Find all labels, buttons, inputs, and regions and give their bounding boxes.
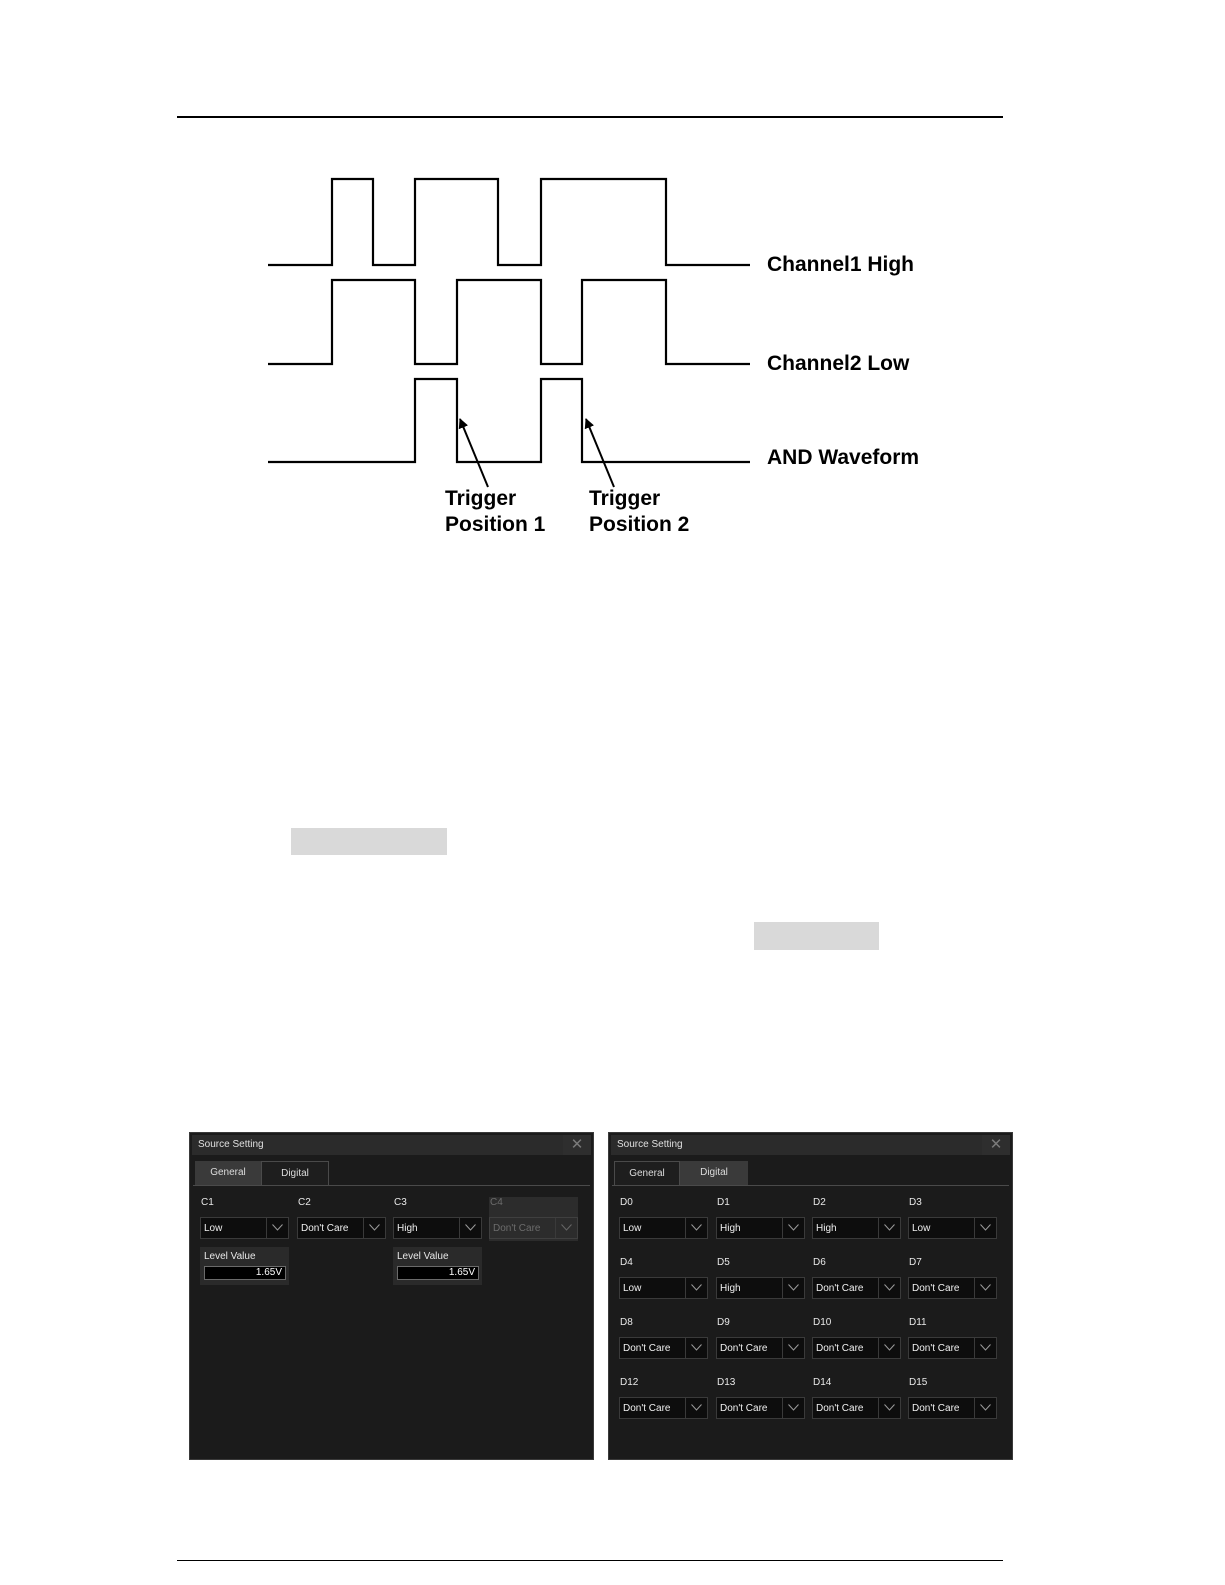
channel-state-select[interactable]	[200, 1217, 289, 1239]
channel-cell	[812, 1317, 901, 1361]
channel-label: D2	[813, 1197, 826, 1208]
tab-general[interactable]: General	[614, 1161, 680, 1185]
channel-cell	[489, 1197, 578, 1241]
channel-state-select[interactable]	[297, 1217, 386, 1239]
selected-value: Don't Care	[816, 1343, 864, 1354]
chevron-down-icon[interactable]	[782, 1278, 804, 1298]
channel-label: D6	[813, 1257, 826, 1268]
selected-value: High	[720, 1283, 741, 1294]
selected-value: Low	[204, 1223, 223, 1234]
channel-state-select	[489, 1217, 578, 1239]
chevron-down-icon[interactable]	[878, 1338, 900, 1358]
channel-state-select[interactable]	[716, 1277, 805, 1299]
channel-cell	[297, 1197, 386, 1241]
channel-cell	[619, 1377, 708, 1421]
trigger-1-label-line1: Trigger	[445, 487, 517, 510]
chevron-down-icon[interactable]	[685, 1398, 707, 1418]
chevron-down-icon[interactable]	[974, 1218, 996, 1238]
channel-state-select[interactable]	[393, 1217, 482, 1239]
channel-state-select[interactable]	[619, 1217, 708, 1239]
channel-label: D12	[620, 1377, 639, 1388]
selected-value: High	[720, 1223, 741, 1234]
tab-digital[interactable]: Digital	[680, 1161, 748, 1185]
selected-value: Don't Care	[623, 1403, 671, 1414]
selected-value: Don't Care	[301, 1223, 349, 1234]
chevron-down-icon[interactable]	[974, 1398, 996, 1418]
tab-general[interactable]: General	[195, 1161, 261, 1185]
channel-state-select[interactable]	[908, 1337, 997, 1359]
chevron-down-icon[interactable]	[685, 1218, 707, 1238]
chevron-down-icon[interactable]	[459, 1218, 481, 1238]
chevron-down-icon[interactable]	[266, 1218, 288, 1238]
channel-state-select[interactable]	[908, 1397, 997, 1419]
chevron-down-icon[interactable]	[555, 1218, 577, 1238]
channel-state-select[interactable]	[812, 1277, 901, 1299]
channel1-waveform	[268, 179, 750, 265]
channel-state-select[interactable]	[619, 1337, 708, 1359]
selected-value: Don't Care	[720, 1403, 768, 1414]
channel-label: D8	[620, 1317, 633, 1328]
channel-cell	[200, 1197, 289, 1241]
channel-label: D13	[717, 1377, 736, 1388]
selected-value: Don't Care	[623, 1343, 671, 1354]
channel-cell	[812, 1377, 901, 1421]
channel-cell	[716, 1257, 805, 1301]
trigger-1-arrow	[460, 419, 488, 487]
chevron-down-icon[interactable]	[878, 1278, 900, 1298]
channel-label: C1	[201, 1197, 214, 1208]
channel-cell	[908, 1377, 997, 1421]
trigger-2-label-line1: Trigger	[589, 487, 661, 510]
channel-cell	[716, 1317, 805, 1361]
channel-cell	[619, 1257, 708, 1301]
channel-label: C3	[394, 1197, 407, 1208]
channel-cell	[619, 1197, 708, 1241]
selected-value: Don't Care	[720, 1343, 768, 1354]
channel-cell	[619, 1317, 708, 1361]
channel-cell	[908, 1257, 997, 1301]
channel-label: D0	[620, 1197, 633, 1208]
highlight-box	[291, 828, 447, 855]
chevron-down-icon[interactable]	[974, 1278, 996, 1298]
channel-label: D11	[909, 1317, 927, 1328]
channel-state-select[interactable]	[908, 1277, 997, 1299]
channel-state-select[interactable]	[619, 1397, 708, 1419]
channel-state-select[interactable]	[908, 1217, 997, 1239]
level-value-label: Level Value	[397, 1251, 449, 1262]
channel2-waveform	[268, 280, 750, 364]
chevron-down-icon[interactable]	[782, 1398, 804, 1418]
chevron-down-icon[interactable]	[878, 1218, 900, 1238]
channel-label: D10	[813, 1317, 832, 1328]
channel-cell	[812, 1257, 901, 1301]
channel-label: D3	[909, 1197, 922, 1208]
channel-state-select[interactable]	[716, 1337, 805, 1359]
channel-label: D5	[717, 1257, 730, 1268]
channel-label: D4	[620, 1257, 633, 1268]
selected-value: Don't Care	[816, 1283, 864, 1294]
channel-state-select[interactable]	[812, 1337, 901, 1359]
channel-label: D1	[717, 1197, 730, 1208]
bottom-rule	[177, 1560, 1003, 1561]
channel-cell	[812, 1197, 901, 1241]
selected-value: Low	[623, 1283, 642, 1294]
channel-label: D9	[717, 1317, 730, 1328]
close-icon[interactable]: ✕	[982, 1135, 1010, 1155]
selected-value: High	[816, 1223, 837, 1234]
channel-cell	[716, 1377, 805, 1421]
channel-cell	[908, 1197, 997, 1241]
selected-value: High	[397, 1223, 418, 1234]
selected-value: Don't Care	[493, 1223, 541, 1234]
and-waveform	[268, 379, 750, 462]
highlight-box	[754, 922, 879, 950]
channel-cell	[393, 1197, 482, 1241]
channel-state-select[interactable]	[619, 1277, 708, 1299]
selected-value: Don't Care	[912, 1403, 960, 1414]
selected-value: Don't Care	[912, 1283, 960, 1294]
level-value-label: Level Value	[204, 1251, 256, 1262]
source-setting-dialog-general	[189, 1132, 594, 1460]
level-value-input[interactable]: 1.65V	[397, 1266, 479, 1280]
channel-state-select[interactable]	[716, 1217, 805, 1239]
selected-value: Low	[912, 1223, 931, 1234]
trigger-1-label-line2: Position 1	[445, 513, 546, 536]
close-icon[interactable]: ✕	[563, 1135, 591, 1155]
chevron-down-icon[interactable]	[974, 1338, 996, 1358]
channel-label: D15	[909, 1377, 928, 1388]
dialog-title: Source Setting	[611, 1135, 1010, 1155]
channel-state-select[interactable]	[812, 1397, 901, 1419]
level-value-input[interactable]: 1.65V	[204, 1266, 286, 1280]
chevron-down-icon[interactable]	[782, 1338, 804, 1358]
selected-value: Don't Care	[816, 1403, 864, 1414]
tab-digital[interactable]: Digital	[261, 1161, 329, 1185]
tab-bar	[612, 1161, 1009, 1186]
dialog-title: Source Setting	[192, 1135, 591, 1155]
channel2-label: Channel2 Low	[767, 352, 910, 375]
chevron-down-icon[interactable]	[363, 1218, 385, 1238]
channel1-label: Channel1 High	[767, 253, 915, 276]
trigger-2-label-line2: Position 2	[589, 513, 690, 536]
and-waveform-diagram	[0, 0, 1225, 560]
tab-bar	[193, 1161, 590, 1186]
channel-label: C4	[490, 1197, 503, 1208]
channel-state-select[interactable]	[716, 1397, 805, 1419]
chevron-down-icon[interactable]	[782, 1218, 804, 1238]
selected-value: Low	[623, 1223, 642, 1234]
channel-cell	[908, 1317, 997, 1361]
and-waveform-label: AND Waveform	[767, 446, 920, 469]
chevron-down-icon[interactable]	[685, 1338, 707, 1358]
channel-cell	[716, 1197, 805, 1241]
chevron-down-icon[interactable]	[685, 1278, 707, 1298]
channel-state-select[interactable]	[812, 1217, 901, 1239]
source-setting-dialog-digital	[608, 1132, 1013, 1460]
chevron-down-icon[interactable]	[878, 1398, 900, 1418]
level-value-c3	[393, 1247, 482, 1285]
level-value-c1	[200, 1247, 289, 1285]
channel-label: D14	[813, 1377, 832, 1388]
trigger-2-arrow	[586, 419, 614, 487]
channel-label: C2	[298, 1197, 311, 1208]
channel-label: D7	[909, 1257, 922, 1268]
selected-value: Don't Care	[912, 1343, 960, 1354]
